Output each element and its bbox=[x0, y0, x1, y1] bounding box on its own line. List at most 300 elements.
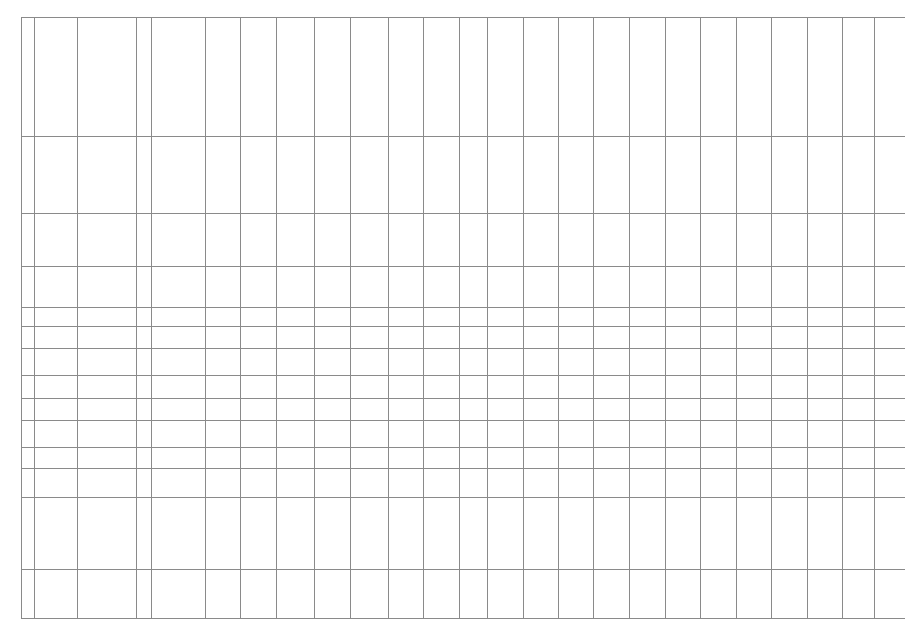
table-cell bbox=[737, 498, 772, 570]
table-cell bbox=[772, 570, 808, 619]
table-cell bbox=[241, 399, 277, 421]
table-cell bbox=[843, 267, 875, 308]
table-cell bbox=[315, 421, 351, 448]
table-cell bbox=[315, 469, 351, 498]
table-cell bbox=[389, 214, 424, 267]
table-cell bbox=[666, 498, 701, 570]
table-cell bbox=[630, 399, 666, 421]
table-cell bbox=[843, 498, 875, 570]
table-cell bbox=[351, 399, 389, 421]
table-cell bbox=[701, 570, 737, 619]
table-cell bbox=[152, 376, 206, 399]
table-cell bbox=[206, 308, 241, 327]
table-cell bbox=[559, 308, 594, 327]
table-cell bbox=[630, 308, 666, 327]
table-cell bbox=[737, 308, 772, 327]
table-cell bbox=[424, 18, 460, 137]
table-cell bbox=[351, 267, 389, 308]
table-cell bbox=[875, 137, 905, 214]
table-cell bbox=[630, 498, 666, 570]
table-cell bbox=[666, 18, 701, 137]
table-cell bbox=[737, 214, 772, 267]
table-cell bbox=[351, 327, 389, 349]
table-cell bbox=[78, 267, 137, 308]
table-cell bbox=[559, 18, 594, 137]
table-cell bbox=[701, 18, 737, 137]
table-cell bbox=[22, 267, 35, 308]
table-cell bbox=[524, 267, 559, 308]
table-cell bbox=[35, 421, 78, 448]
table-cell bbox=[772, 421, 808, 448]
table-cell bbox=[152, 498, 206, 570]
table-cell bbox=[351, 376, 389, 399]
table-cell bbox=[351, 421, 389, 448]
table-cell bbox=[559, 376, 594, 399]
table-cell bbox=[137, 421, 152, 448]
table-cell bbox=[389, 18, 424, 137]
table-cell bbox=[630, 376, 666, 399]
table-row bbox=[22, 308, 905, 327]
table-cell bbox=[772, 349, 808, 376]
table-cell bbox=[701, 376, 737, 399]
table-cell bbox=[241, 421, 277, 448]
table-cell bbox=[488, 570, 524, 619]
table-cell bbox=[206, 18, 241, 137]
table-cell bbox=[808, 327, 843, 349]
table-cell bbox=[808, 214, 843, 267]
table-cell bbox=[630, 570, 666, 619]
table-cell bbox=[875, 267, 905, 308]
table-cell bbox=[206, 448, 241, 469]
table-cell bbox=[666, 399, 701, 421]
table-cell bbox=[594, 421, 630, 448]
table-cell bbox=[808, 399, 843, 421]
table-cell bbox=[22, 399, 35, 421]
table-cell bbox=[594, 376, 630, 399]
table-cell bbox=[277, 448, 315, 469]
table-cell bbox=[559, 267, 594, 308]
table-cell bbox=[35, 214, 78, 267]
table-cell bbox=[666, 349, 701, 376]
table-cell bbox=[206, 421, 241, 448]
table-cell bbox=[808, 267, 843, 308]
table-cell bbox=[424, 267, 460, 308]
table-cell bbox=[630, 214, 666, 267]
table-cell bbox=[808, 421, 843, 448]
table-cell bbox=[843, 469, 875, 498]
table-cell bbox=[78, 137, 137, 214]
table-cell bbox=[524, 448, 559, 469]
table-cell bbox=[389, 399, 424, 421]
table-cell bbox=[241, 18, 277, 137]
table-cell bbox=[78, 469, 137, 498]
table-cell bbox=[351, 308, 389, 327]
table-cell bbox=[22, 376, 35, 399]
table-row bbox=[22, 267, 905, 308]
table-cell bbox=[630, 421, 666, 448]
table-cell bbox=[152, 327, 206, 349]
table-cell bbox=[137, 498, 152, 570]
table-cell bbox=[206, 137, 241, 214]
table-row bbox=[22, 570, 905, 619]
table-row bbox=[22, 214, 905, 267]
table-cell bbox=[22, 18, 35, 137]
table-cell bbox=[488, 214, 524, 267]
table-cell bbox=[488, 498, 524, 570]
table-cell bbox=[875, 399, 905, 421]
table-cell bbox=[35, 327, 78, 349]
table-cell bbox=[666, 214, 701, 267]
table-cell bbox=[701, 498, 737, 570]
table-cell bbox=[772, 399, 808, 421]
table-cell bbox=[666, 308, 701, 327]
table-cell bbox=[152, 469, 206, 498]
table-cell bbox=[424, 376, 460, 399]
table-cell bbox=[701, 214, 737, 267]
table-cell bbox=[152, 448, 206, 469]
spreadsheet-table bbox=[21, 17, 905, 619]
table-cell bbox=[389, 327, 424, 349]
table-cell bbox=[808, 376, 843, 399]
table-cell bbox=[315, 498, 351, 570]
table-cell bbox=[772, 18, 808, 137]
table-cell bbox=[843, 421, 875, 448]
table-cell bbox=[460, 448, 488, 469]
table-cell bbox=[808, 448, 843, 469]
table-cell bbox=[206, 267, 241, 308]
table-cell bbox=[875, 469, 905, 498]
table-cell bbox=[35, 137, 78, 214]
table-cell bbox=[772, 214, 808, 267]
table-cell bbox=[424, 399, 460, 421]
table-cell bbox=[737, 570, 772, 619]
table-cell bbox=[152, 267, 206, 308]
table-cell bbox=[559, 327, 594, 349]
table-cell bbox=[351, 137, 389, 214]
table-cell bbox=[389, 137, 424, 214]
table-cell bbox=[241, 376, 277, 399]
table-cell bbox=[152, 137, 206, 214]
table-cell bbox=[524, 570, 559, 619]
table-cell bbox=[351, 570, 389, 619]
table-cell bbox=[875, 570, 905, 619]
table-cell bbox=[594, 308, 630, 327]
table-cell bbox=[277, 267, 315, 308]
table-cell bbox=[351, 18, 389, 137]
table-cell bbox=[315, 214, 351, 267]
table-cell bbox=[277, 469, 315, 498]
table-cell bbox=[666, 137, 701, 214]
table-cell bbox=[843, 570, 875, 619]
table-cell bbox=[277, 308, 315, 327]
table-cell bbox=[315, 18, 351, 137]
table-cell bbox=[315, 399, 351, 421]
table-cell bbox=[152, 308, 206, 327]
table-cell bbox=[389, 570, 424, 619]
table-cell bbox=[152, 421, 206, 448]
table-cell bbox=[460, 308, 488, 327]
table-cell bbox=[78, 327, 137, 349]
table-cell bbox=[389, 421, 424, 448]
table-cell bbox=[594, 498, 630, 570]
table-cell bbox=[875, 376, 905, 399]
table-cell bbox=[460, 498, 488, 570]
table-cell bbox=[737, 137, 772, 214]
table-cell bbox=[737, 18, 772, 137]
table-cell bbox=[772, 498, 808, 570]
table-cell bbox=[524, 327, 559, 349]
table-cell bbox=[666, 570, 701, 619]
table-cell bbox=[22, 570, 35, 619]
table-cell bbox=[241, 448, 277, 469]
table-cell bbox=[559, 570, 594, 619]
table-cell bbox=[137, 448, 152, 469]
table-cell bbox=[630, 448, 666, 469]
table-cell bbox=[424, 469, 460, 498]
table-cell bbox=[424, 570, 460, 619]
table-row bbox=[22, 469, 905, 498]
table-cell bbox=[78, 376, 137, 399]
table-cell bbox=[389, 349, 424, 376]
table-cell bbox=[772, 267, 808, 308]
table-cell bbox=[241, 137, 277, 214]
table-cell bbox=[152, 214, 206, 267]
table-cell bbox=[460, 18, 488, 137]
table-cell bbox=[460, 469, 488, 498]
table-cell bbox=[808, 570, 843, 619]
table-cell bbox=[701, 349, 737, 376]
table-cell bbox=[35, 308, 78, 327]
table-cell bbox=[22, 327, 35, 349]
table-cell bbox=[22, 421, 35, 448]
table-cell bbox=[843, 376, 875, 399]
table-cell bbox=[35, 399, 78, 421]
table-cell bbox=[206, 498, 241, 570]
table-cell bbox=[630, 327, 666, 349]
table-cell bbox=[772, 376, 808, 399]
table-cell bbox=[701, 399, 737, 421]
table-cell bbox=[460, 570, 488, 619]
table-cell bbox=[460, 349, 488, 376]
table-cell bbox=[206, 376, 241, 399]
table-cell bbox=[22, 498, 35, 570]
table-cell bbox=[277, 570, 315, 619]
table-cell bbox=[875, 448, 905, 469]
table-cell bbox=[772, 137, 808, 214]
table-cell bbox=[460, 421, 488, 448]
table-cell bbox=[524, 349, 559, 376]
table-cell bbox=[488, 469, 524, 498]
table-cell bbox=[152, 570, 206, 619]
table-cell bbox=[843, 18, 875, 137]
table-cell bbox=[389, 448, 424, 469]
table-cell bbox=[351, 469, 389, 498]
table-cell bbox=[875, 421, 905, 448]
table-cell bbox=[241, 498, 277, 570]
table-cell bbox=[460, 214, 488, 267]
table-cell bbox=[78, 448, 137, 469]
table-cell bbox=[559, 469, 594, 498]
table-cell bbox=[737, 421, 772, 448]
table-cell bbox=[594, 448, 630, 469]
table-cell bbox=[843, 137, 875, 214]
table-cell bbox=[424, 327, 460, 349]
table-cell bbox=[875, 308, 905, 327]
table-cell bbox=[666, 376, 701, 399]
table-cell bbox=[424, 349, 460, 376]
table-cell bbox=[137, 399, 152, 421]
table-cell bbox=[808, 18, 843, 137]
table-cell bbox=[152, 399, 206, 421]
table-cell bbox=[241, 267, 277, 308]
table-cell bbox=[594, 469, 630, 498]
table-cell bbox=[241, 349, 277, 376]
table-cell bbox=[277, 349, 315, 376]
table-cell bbox=[277, 327, 315, 349]
table-row bbox=[22, 349, 905, 376]
table-cell bbox=[424, 214, 460, 267]
table-cell bbox=[737, 376, 772, 399]
table-cell bbox=[701, 469, 737, 498]
table-cell bbox=[594, 18, 630, 137]
table-cell bbox=[630, 267, 666, 308]
table-cell bbox=[666, 421, 701, 448]
table-cell bbox=[808, 137, 843, 214]
table-cell bbox=[488, 308, 524, 327]
table-cell bbox=[78, 498, 137, 570]
table-cell bbox=[137, 267, 152, 308]
table-cell bbox=[488, 18, 524, 137]
table-cell bbox=[737, 448, 772, 469]
table-cell bbox=[843, 448, 875, 469]
table-cell bbox=[524, 308, 559, 327]
table-cell bbox=[875, 18, 905, 137]
table-row bbox=[22, 18, 905, 137]
table-cell bbox=[559, 214, 594, 267]
table-cell bbox=[35, 349, 78, 376]
table-cell bbox=[22, 448, 35, 469]
table-cell bbox=[424, 498, 460, 570]
table-cell bbox=[843, 327, 875, 349]
table-cell bbox=[152, 349, 206, 376]
table-cell bbox=[78, 18, 137, 137]
table-cell bbox=[241, 469, 277, 498]
table-cell bbox=[35, 498, 78, 570]
table-cell bbox=[389, 469, 424, 498]
table-cell bbox=[35, 267, 78, 308]
table-cell bbox=[488, 349, 524, 376]
table-cell bbox=[559, 421, 594, 448]
table-cell bbox=[772, 469, 808, 498]
table-cell bbox=[594, 137, 630, 214]
table-cell bbox=[22, 137, 35, 214]
table-cell bbox=[206, 214, 241, 267]
table-cell bbox=[843, 214, 875, 267]
table-cell bbox=[701, 267, 737, 308]
table-cell bbox=[78, 399, 137, 421]
table-row bbox=[22, 137, 905, 214]
table-cell bbox=[666, 327, 701, 349]
table-cell bbox=[351, 214, 389, 267]
table-cell bbox=[524, 137, 559, 214]
table-cell bbox=[35, 570, 78, 619]
table-cell bbox=[460, 267, 488, 308]
table-row bbox=[22, 448, 905, 469]
table-cell bbox=[78, 308, 137, 327]
table-cell bbox=[277, 421, 315, 448]
table-cell bbox=[488, 327, 524, 349]
table-cell bbox=[277, 376, 315, 399]
table-cell bbox=[424, 421, 460, 448]
table-cell bbox=[666, 469, 701, 498]
table-cell bbox=[152, 18, 206, 137]
table-cell bbox=[737, 327, 772, 349]
table-cell bbox=[389, 376, 424, 399]
table-cell bbox=[315, 448, 351, 469]
table-cell bbox=[630, 469, 666, 498]
table-cell bbox=[701, 448, 737, 469]
table-cell bbox=[594, 214, 630, 267]
table-cell bbox=[137, 18, 152, 137]
table-cell bbox=[315, 137, 351, 214]
table-cell bbox=[137, 570, 152, 619]
table-cell bbox=[843, 308, 875, 327]
table-cell bbox=[277, 18, 315, 137]
table-cell bbox=[389, 267, 424, 308]
table-cell bbox=[315, 570, 351, 619]
table-cell bbox=[241, 214, 277, 267]
table-cell bbox=[351, 349, 389, 376]
table-cell bbox=[559, 448, 594, 469]
table-cell bbox=[488, 137, 524, 214]
table-cell bbox=[737, 399, 772, 421]
table-cell bbox=[524, 469, 559, 498]
table-cell bbox=[137, 469, 152, 498]
table-cell bbox=[701, 327, 737, 349]
table-row bbox=[22, 399, 905, 421]
table-cell bbox=[594, 267, 630, 308]
table-cell bbox=[137, 137, 152, 214]
table-cell bbox=[137, 327, 152, 349]
table-cell bbox=[35, 448, 78, 469]
table-cell bbox=[137, 349, 152, 376]
table-cell bbox=[460, 376, 488, 399]
table-cell bbox=[206, 349, 241, 376]
table-cell bbox=[241, 327, 277, 349]
table-cell bbox=[843, 349, 875, 376]
table-cell bbox=[424, 308, 460, 327]
table-row bbox=[22, 421, 905, 448]
table-cell bbox=[594, 399, 630, 421]
table-cell bbox=[460, 327, 488, 349]
table-cell bbox=[351, 498, 389, 570]
table-cell bbox=[524, 498, 559, 570]
table-cell bbox=[666, 448, 701, 469]
table-cell bbox=[630, 18, 666, 137]
table-cell bbox=[630, 349, 666, 376]
table-cell bbox=[559, 137, 594, 214]
table-cell bbox=[488, 421, 524, 448]
table-cell bbox=[666, 267, 701, 308]
table-cell bbox=[460, 137, 488, 214]
table-cell bbox=[277, 214, 315, 267]
table-cell bbox=[875, 214, 905, 267]
table-cell bbox=[206, 469, 241, 498]
table-cell bbox=[630, 137, 666, 214]
table-cell bbox=[488, 448, 524, 469]
table-cell bbox=[559, 399, 594, 421]
table-cell bbox=[78, 349, 137, 376]
